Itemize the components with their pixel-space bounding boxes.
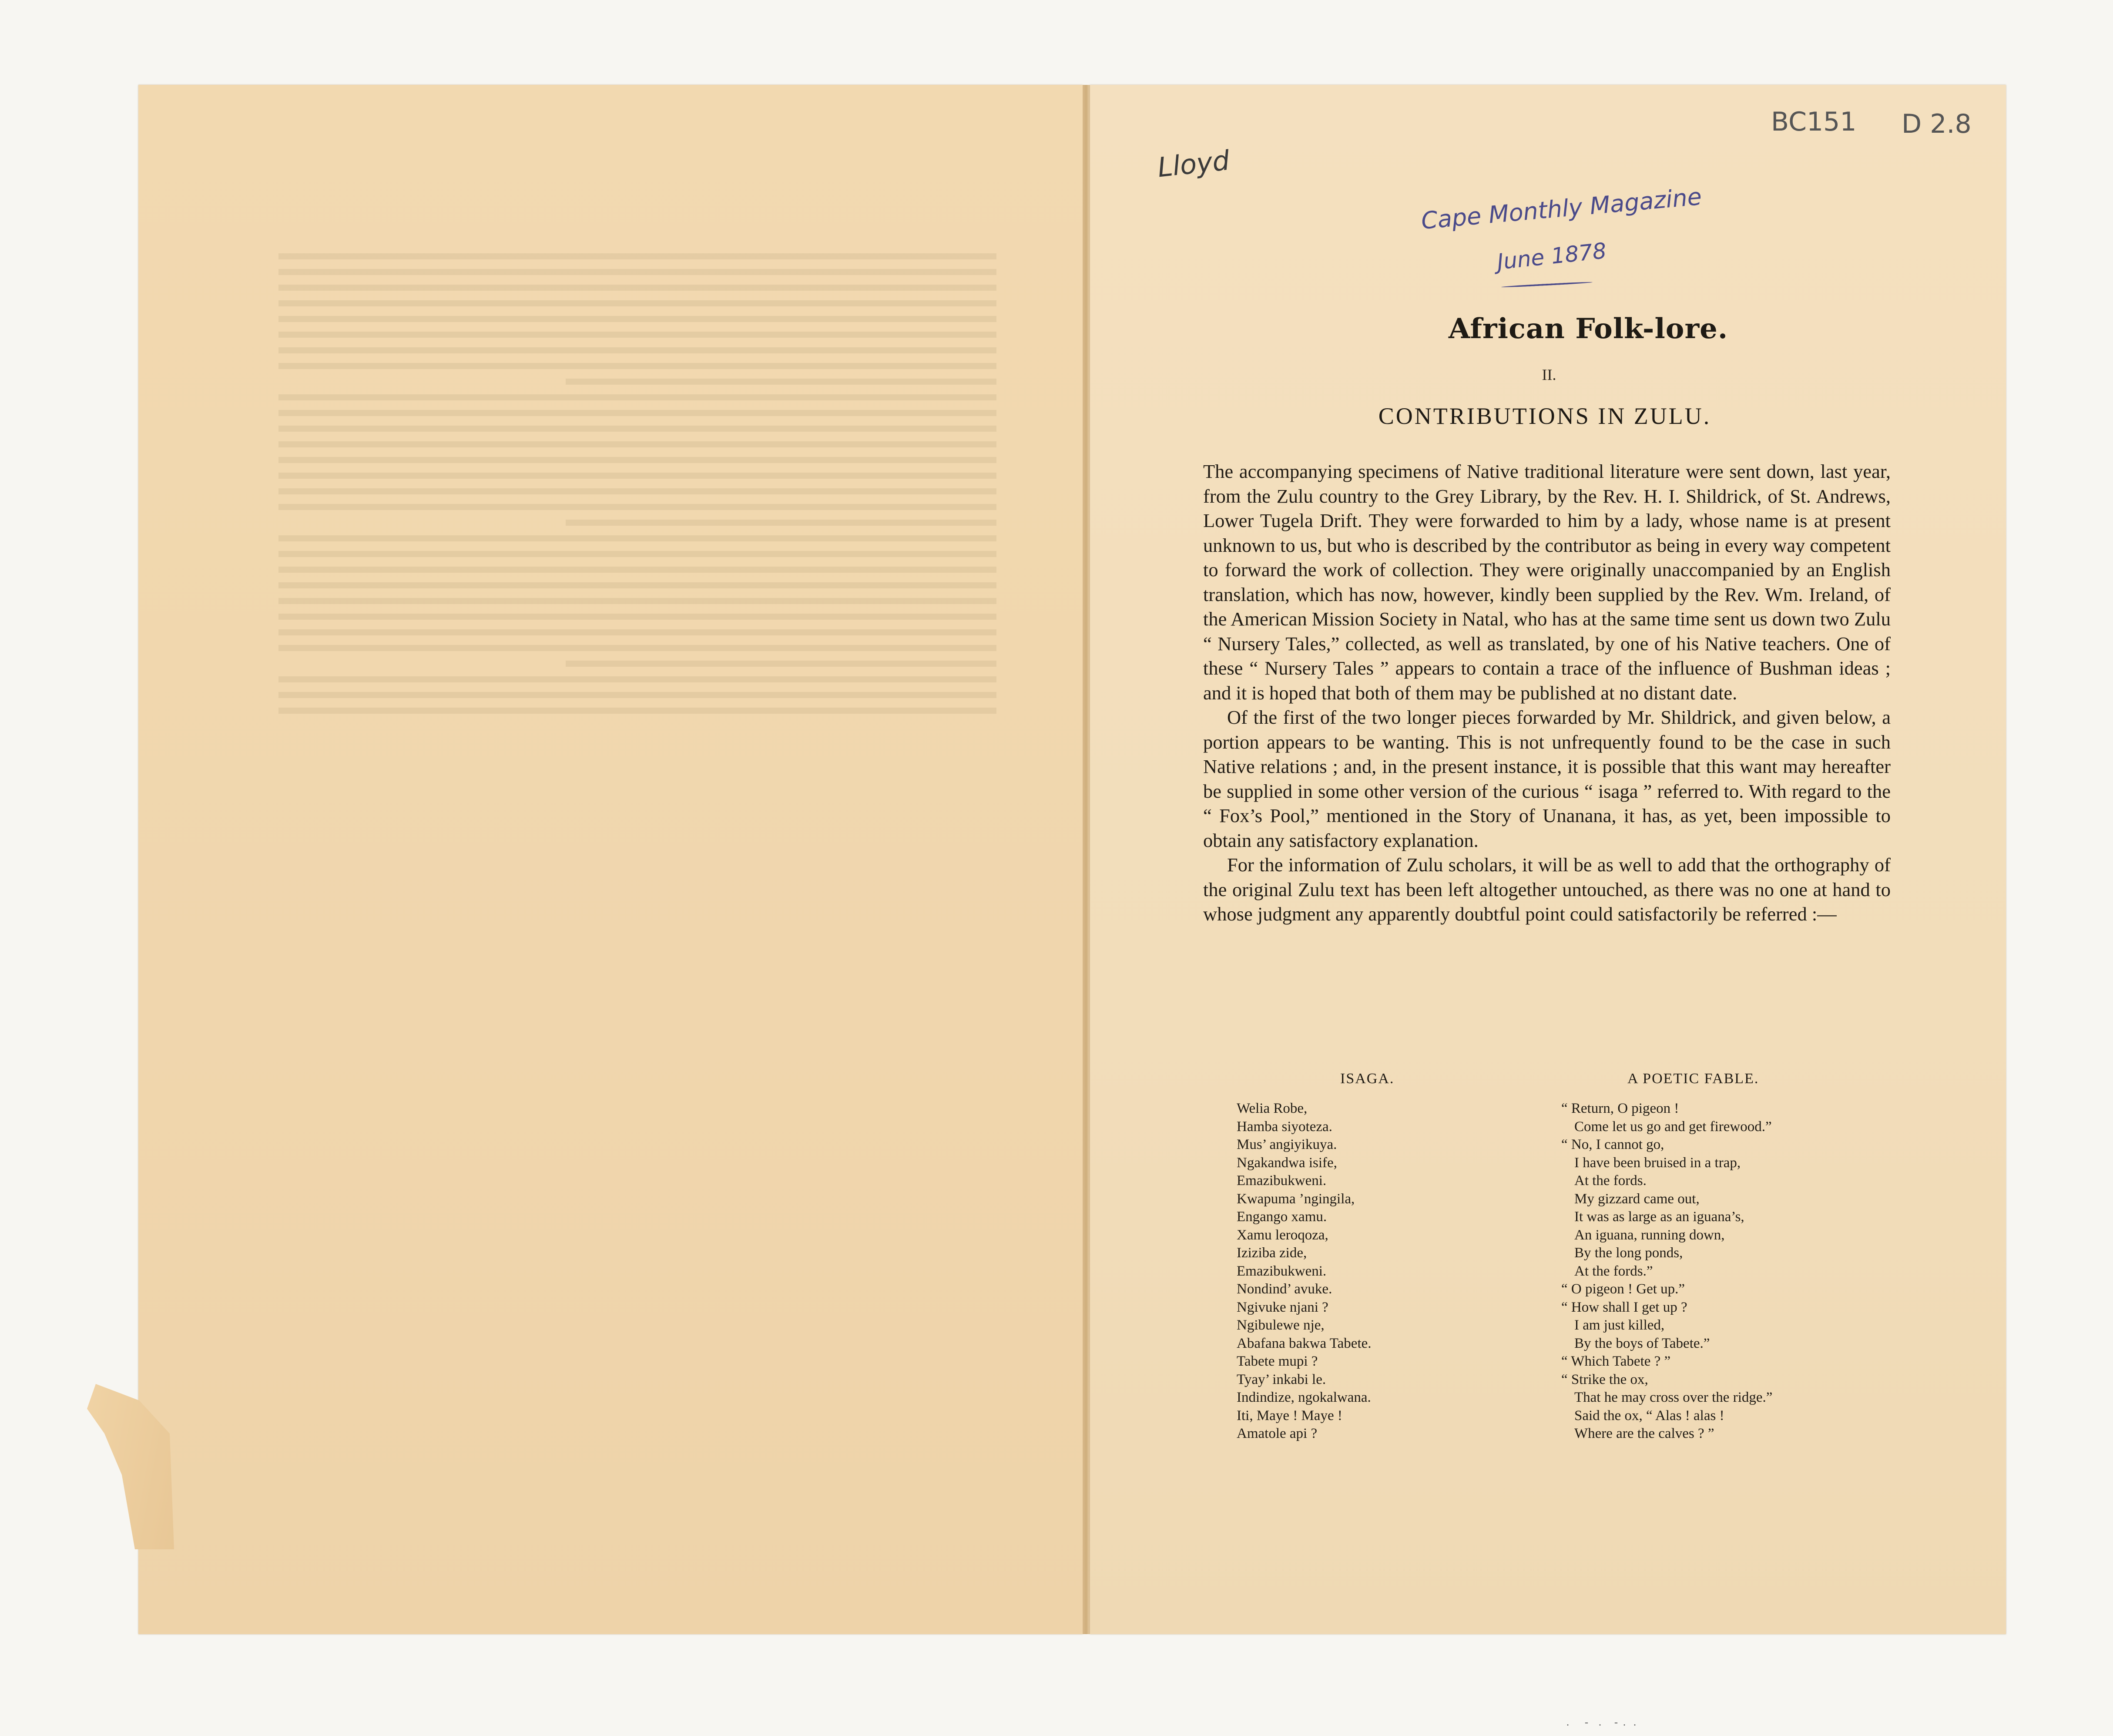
article-title: African Folk-lore. xyxy=(1448,312,1728,345)
zulu-verse-line: Amatole api ? xyxy=(1237,1426,1318,1441)
zulu-verse-line: Mus’ angiyikuya. xyxy=(1237,1137,1337,1152)
bleed-line xyxy=(278,676,996,682)
bleed-line xyxy=(278,285,996,291)
zulu-verse-line: Abafana bakwa Tabete. xyxy=(1237,1335,1372,1351)
bleed-line xyxy=(278,457,996,463)
zulu-verse xyxy=(1237,1100,1372,1443)
english-verse-line: I am just killed, xyxy=(1574,1317,1665,1333)
english-verse-line: “ How shall I get up ? xyxy=(1561,1299,1687,1315)
zulu-verse-line: Emazibukweni. xyxy=(1237,1263,1327,1279)
article-number: II. xyxy=(1542,366,1556,383)
bleed-line xyxy=(566,379,996,385)
bleed-line xyxy=(278,316,996,322)
bleed-line xyxy=(278,473,996,479)
catalog-code: BC151 xyxy=(1771,107,1857,137)
zulu-verse-line: Welia Robe, xyxy=(1237,1101,1308,1116)
bleed-line xyxy=(278,629,996,635)
zulu-verse-line: Kwapuma ’ngingila, xyxy=(1237,1191,1355,1207)
bleed-line xyxy=(278,426,996,432)
bleed-line xyxy=(278,567,996,573)
english-verse-line: “ Return, O pigeon ! xyxy=(1561,1101,1679,1116)
english-verse-line: By the boys of Tabete.” xyxy=(1574,1335,1710,1351)
bleed-line xyxy=(278,300,996,306)
bleed-line xyxy=(278,582,996,588)
zulu-verse-line: Iziziba zide, xyxy=(1237,1245,1307,1261)
zulu-verse-line: Hamba siyoteza. xyxy=(1237,1118,1332,1135)
english-verse-line: An iguana, running down, xyxy=(1574,1227,1725,1243)
page-gutter xyxy=(1083,85,1090,1634)
english-verse-line: By the long ponds, xyxy=(1574,1245,1683,1261)
source-note-line1: Cape Monthly Magazine xyxy=(1420,182,1703,235)
article-body xyxy=(1203,459,1891,927)
bleed-line xyxy=(278,441,996,447)
bleed-line xyxy=(278,598,996,604)
paragraph-2: Of the first of the two longer pieces forwarded by Mr. Shildrick, and given below, a portion appears to be wanting. This is not unfrequently found to be the case in such Native relations ; and, in the present instance, it is possible that this want may hereafter be supplied in some other version of the curious “ isaga ” referred to. With regard to the “ Fox’s Pool,” mentioned in the Story of Unanana, it has, as yet, been impossible to obtain any satisfactory explanation. xyxy=(1203,706,1891,851)
english-verse-heading: A POETIC FABLE. xyxy=(1627,1071,1759,1087)
english-verse-line: “ Strike the ox, xyxy=(1561,1371,1648,1387)
english-verse-line: At the fords.” xyxy=(1574,1263,1653,1279)
handwritten-name: Lloyd xyxy=(1156,144,1231,184)
scan-specks: . - . - . . xyxy=(1566,1717,1636,1728)
english-verse-line: I have been bruised in a trap, xyxy=(1574,1155,1741,1171)
english-verse-line: At the fords. xyxy=(1574,1173,1647,1189)
bleed-line xyxy=(278,253,996,259)
bleed-line xyxy=(278,645,996,651)
paragraph-3: For the information of Zulu scholars, it will be as well to add that the orthography of the original Zulu text has been left altogether untouched, as there was no one at hand to whose judgment any apparently doubtful point could satisfactorily be referred :— xyxy=(1203,854,1891,925)
zulu-verse-heading: ISAGA. xyxy=(1340,1071,1395,1087)
zulu-verse-line: Tyay’ inkabi le. xyxy=(1237,1371,1326,1387)
bleed-line xyxy=(566,520,996,526)
bleed-line xyxy=(278,332,996,338)
zulu-verse-line: Indindize, ngokalwana. xyxy=(1237,1390,1371,1405)
article-heading: CONTRIBUTIONS IN ZULU. xyxy=(1378,403,1711,429)
english-verse xyxy=(1561,1100,1772,1443)
bleed-line xyxy=(278,410,996,416)
bleed-line xyxy=(278,347,996,353)
english-verse-line: “ No, I cannot go, xyxy=(1561,1137,1664,1152)
english-verse-line: Come let us go and get firewood.” xyxy=(1574,1118,1772,1135)
english-verse-line: Where are the calves ? ” xyxy=(1574,1426,1714,1441)
bleed-line xyxy=(278,708,996,714)
english-verse-line: “ Which Tabete ? ” xyxy=(1561,1353,1671,1369)
zulu-verse-line: Tabete mupi ? xyxy=(1237,1353,1318,1369)
source-note-line2: June 1878 xyxy=(1496,238,1608,275)
paragraph-1: The accompanying specimens of Native traditional literature were sent down, last year, from the Zulu country to the Grey Library, by the Rev. H. I. Shildrick, of St. Andrews, Lower Tugela Drift. They were forwarded to him by a lady, whose name is at present unknown to us, but who is described by the contributor as being in every way competent to forward the work of collection. They were originally unaccompanied by an English translation, which has now, however, kindly been supplied by the Rev. Wm. Ireland, of the American Mission Society in Natal, who has at the same time sent us down two Zulu “ Nursery Tales,” collected, as well as translated, by one of his Native teachers. One of these “ Nursery Tales ” appears to contain a trace of the influence of Bushman ideas ; and it is hoped that both of them may be published at no distant date. xyxy=(1203,460,1891,704)
bleed-line xyxy=(278,504,996,510)
english-verse-line: That he may cross over the ridge.” xyxy=(1574,1390,1773,1405)
bleed-line xyxy=(566,661,996,667)
zulu-verse-line: Ngivuke njani ? xyxy=(1237,1299,1328,1315)
english-verse-line: Said the ox, “ Alas ! alas ! xyxy=(1574,1407,1724,1424)
bleed-line xyxy=(278,614,996,620)
zulu-verse-line: Ngibulewe nje, xyxy=(1237,1317,1325,1333)
english-verse-line: My gizzard came out, xyxy=(1574,1191,1700,1207)
bleed-line xyxy=(278,363,996,369)
bleed-line xyxy=(278,269,996,275)
bleed-line xyxy=(278,535,996,541)
bleed-line xyxy=(278,394,996,400)
bleed-line xyxy=(278,488,996,494)
english-verse-line: It was as large as an iguana’s, xyxy=(1574,1209,1744,1225)
zulu-verse-line: Iti, Maye ! Maye ! xyxy=(1237,1407,1342,1424)
bleed-through-text xyxy=(278,244,996,1027)
bleed-line xyxy=(278,692,996,698)
zulu-verse-line: Xamu leroqoza, xyxy=(1237,1227,1328,1243)
zulu-verse-line: Ngakandwa isife, xyxy=(1237,1155,1337,1171)
catalog-item: D 2.8 xyxy=(1902,109,1972,139)
zulu-verse-line: Nondind’ avuke. xyxy=(1237,1281,1332,1297)
english-verse-line: “ O pigeon ! Get up.” xyxy=(1561,1281,1685,1297)
bleed-line xyxy=(278,551,996,557)
zulu-verse-line: Engango xamu. xyxy=(1237,1209,1327,1225)
zulu-verse-line: Emazibukweni. xyxy=(1237,1173,1327,1189)
